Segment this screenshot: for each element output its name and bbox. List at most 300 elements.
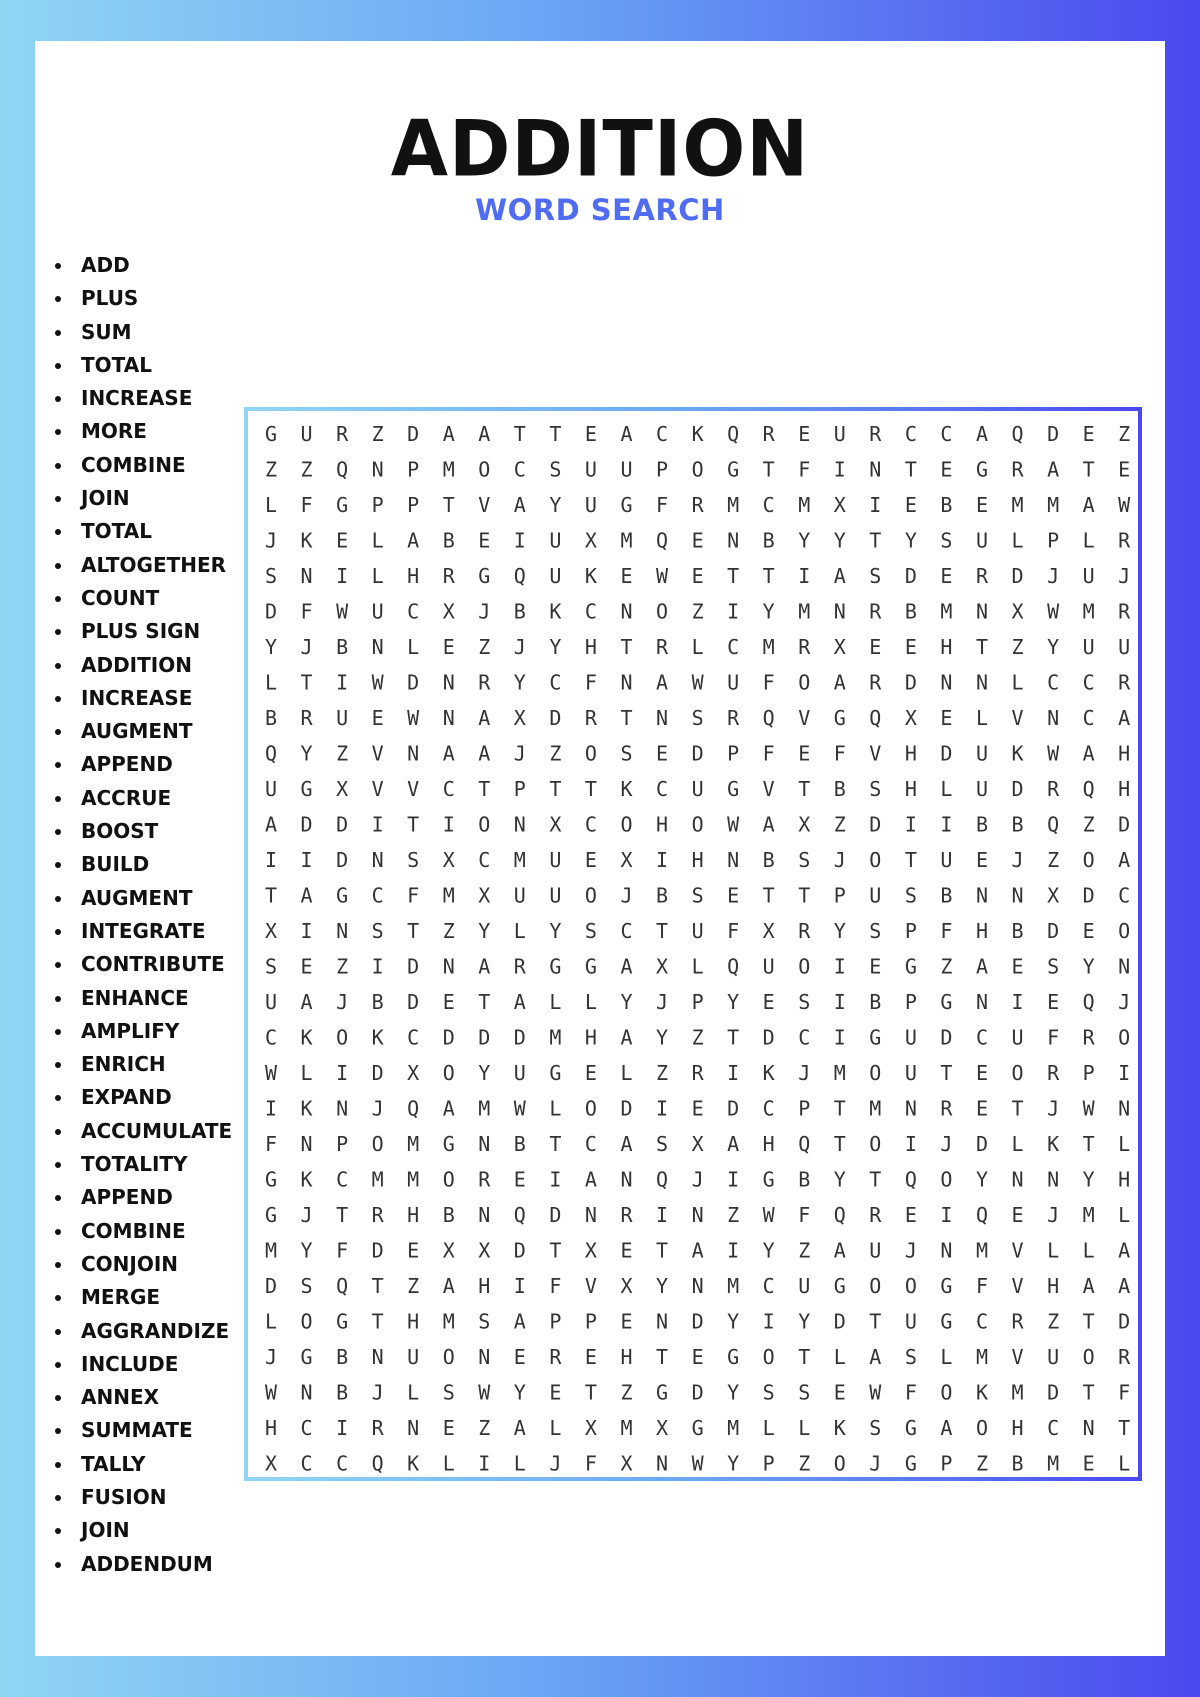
grid-letter[interactable]: E [762, 990, 775, 1014]
grid-letter[interactable]: U [549, 528, 562, 553]
grid-letter[interactable]: Z [727, 1203, 740, 1227]
grid-letter[interactable]: Z [1082, 812, 1095, 837]
grid-letter[interactable]: G [904, 1416, 917, 1440]
grid-letter[interactable]: E [584, 848, 597, 872]
grid-letter[interactable]: N [1011, 1167, 1024, 1192]
grid-letter[interactable]: Z [336, 954, 349, 979]
grid-letter[interactable]: U [549, 883, 562, 908]
grid-letter[interactable]: R [1082, 1025, 1095, 1050]
grid-letter[interactable]: A [513, 1416, 526, 1440]
grid-letter[interactable]: M [1047, 493, 1060, 517]
grid-letter[interactable]: U [300, 422, 313, 446]
grid-letter[interactable]: Q [655, 528, 669, 553]
grid-letter[interactable]: X [655, 954, 669, 979]
grid-letter[interactable]: Q [1082, 990, 1095, 1014]
grid-letter[interactable]: C [1047, 1416, 1060, 1440]
grid-letter[interactable]: E [940, 564, 953, 588]
grid-letter[interactable]: M [975, 1345, 989, 1369]
grid-letter[interactable]: Y [727, 990, 740, 1014]
grid-letter[interactable]: F [833, 741, 846, 766]
grid-letter[interactable]: K [833, 1416, 846, 1440]
grid-letter[interactable]: C [940, 422, 953, 446]
grid-letter[interactable]: X [264, 1451, 278, 1476]
grid-letter[interactable]: Y [620, 990, 633, 1014]
grid-letter[interactable]: D [300, 812, 313, 837]
grid-letter[interactable]: L [549, 1096, 562, 1121]
grid-letter[interactable]: J [904, 1238, 917, 1263]
grid-letter[interactable]: I [940, 812, 953, 837]
grid-letter[interactable]: L [300, 1061, 313, 1085]
grid-letter[interactable]: A [513, 1309, 526, 1334]
grid-letter[interactable]: T [869, 1309, 882, 1334]
grid-letter[interactable]: S [798, 990, 811, 1014]
grid-letter[interactable]: B [762, 848, 775, 872]
grid-letter[interactable]: B [442, 1203, 455, 1227]
grid-letter[interactable]: F [1047, 1025, 1060, 1050]
grid-letter[interactable]: I [300, 919, 313, 943]
grid-letter[interactable]: G [975, 457, 989, 482]
grid-letter[interactable]: D [940, 1025, 953, 1050]
grid-letter[interactable]: O [1082, 848, 1095, 872]
grid-letter[interactable]: F [549, 1274, 562, 1298]
grid-letter[interactable]: C [264, 1025, 278, 1050]
grid-letter[interactable]: T [727, 564, 740, 588]
grid-letter[interactable]: P [904, 919, 917, 943]
grid-letter[interactable]: T [655, 1238, 669, 1263]
grid-letter[interactable]: T [1082, 1380, 1095, 1405]
grid-letter[interactable]: G [869, 1025, 882, 1050]
grid-letter[interactable]: U [407, 1345, 420, 1369]
grid-letter[interactable]: J [798, 1061, 811, 1085]
grid-letter[interactable]: V [762, 777, 775, 801]
grid-letter[interactable]: E [940, 457, 953, 482]
grid-letter[interactable]: G [549, 1061, 562, 1085]
grid-letter[interactable]: O [940, 1380, 953, 1405]
grid-letter[interactable]: E [549, 1380, 562, 1405]
grid-letter[interactable]: P [727, 741, 740, 766]
grid-letter[interactable]: M [762, 635, 775, 659]
grid-letter[interactable]: E [584, 422, 597, 446]
grid-letter[interactable]: R [691, 493, 704, 517]
grid-letter[interactable]: H [762, 1132, 775, 1156]
grid-letter[interactable]: N [371, 1345, 384, 1369]
grid-letter[interactable]: I [549, 1167, 562, 1192]
grid-letter[interactable]: U [833, 422, 846, 446]
grid-letter[interactable]: D [442, 1025, 455, 1050]
grid-letter[interactable]: L [798, 1416, 811, 1440]
grid-letter[interactable]: A [655, 670, 669, 695]
grid-letter[interactable]: C [584, 1132, 597, 1156]
grid-letter[interactable]: X [442, 599, 455, 624]
grid-letter[interactable]: R [869, 1203, 882, 1227]
grid-letter[interactable]: B [513, 1132, 526, 1156]
grid-letter[interactable]: Q [1047, 812, 1060, 837]
grid-letter[interactable]: A [442, 1274, 455, 1298]
grid-letter[interactable]: L [940, 777, 953, 801]
grid-letter[interactable]: E [584, 1061, 597, 1085]
grid-letter[interactable]: H [904, 741, 917, 766]
grid-letter[interactable]: M [727, 1416, 740, 1440]
grid-letter[interactable]: F [904, 1380, 917, 1405]
grid-letter[interactable]: E [1082, 422, 1095, 446]
grid-letter[interactable]: R [798, 919, 811, 943]
grid-letter[interactable]: M [442, 883, 455, 908]
grid-letter[interactable]: I [336, 1061, 349, 1085]
grid-letter[interactable]: N [371, 848, 384, 872]
grid-letter[interactable]: G [336, 493, 349, 517]
grid-letter[interactable]: T [371, 1309, 384, 1334]
grid-letter[interactable]: H [1118, 741, 1131, 766]
grid-letter[interactable]: N [1047, 1167, 1060, 1192]
grid-letter[interactable]: C [904, 422, 917, 446]
grid-letter[interactable]: D [1011, 777, 1024, 801]
grid-letter[interactable]: I [727, 1061, 740, 1085]
grid-letter[interactable]: D [407, 990, 420, 1014]
grid-letter[interactable]: L [1011, 1132, 1024, 1156]
grid-letter[interactable]: L [691, 635, 704, 659]
grid-letter[interactable]: R [975, 564, 989, 588]
grid-letter[interactable]: I [513, 528, 526, 553]
grid-letter[interactable]: Q [798, 1132, 811, 1156]
grid-letter[interactable]: U [513, 883, 526, 908]
grid-letter[interactable]: D [727, 1096, 740, 1121]
grid-letter[interactable]: W [1118, 493, 1131, 517]
grid-letter[interactable]: B [940, 493, 953, 517]
grid-letter[interactable]: I [798, 564, 811, 588]
grid-letter[interactable]: M [940, 599, 953, 624]
grid-letter[interactable]: P [513, 777, 526, 801]
grid-letter[interactable]: R [798, 635, 811, 659]
grid-letter[interactable]: W [691, 670, 704, 695]
grid-letter[interactable]: H [975, 919, 989, 943]
grid-letter[interactable]: T [1082, 1132, 1095, 1156]
grid-letter[interactable]: X [584, 1238, 597, 1263]
grid-letter[interactable]: Z [1118, 422, 1131, 446]
grid-letter[interactable]: Q [513, 564, 526, 588]
grid-letter[interactable]: E [904, 493, 917, 517]
grid-letter[interactable]: F [975, 1274, 989, 1298]
grid-letter[interactable]: T [442, 493, 455, 517]
grid-letter[interactable]: Y [264, 635, 278, 659]
grid-letter[interactable]: Q [975, 1203, 989, 1227]
grid-letter[interactable]: N [1047, 706, 1060, 730]
grid-letter[interactable]: U [869, 1238, 882, 1263]
grid-letter[interactable]: W [1047, 599, 1060, 624]
grid-letter[interactable]: Z [655, 1061, 669, 1085]
grid-letter[interactable]: R [513, 954, 526, 979]
grid-letter[interactable]: W [478, 1380, 491, 1405]
grid-letter[interactable]: M [513, 848, 526, 872]
grid-letter[interactable]: Z [1011, 635, 1024, 659]
grid-letter[interactable]: O [1011, 1061, 1024, 1085]
grid-letter[interactable]: K [300, 1167, 313, 1192]
grid-letter[interactable]: F [584, 670, 597, 695]
grid-letter[interactable]: D [407, 670, 420, 695]
grid-letter[interactable]: T [584, 777, 597, 801]
grid-letter[interactable]: D [407, 422, 420, 446]
grid-letter[interactable]: C [442, 777, 455, 801]
grid-letter[interactable]: D [940, 741, 953, 766]
grid-letter[interactable]: S [442, 1380, 455, 1405]
grid-letter[interactable]: I [1011, 990, 1024, 1014]
grid-letter[interactable]: O [478, 457, 491, 482]
grid-letter[interactable]: N [833, 599, 846, 624]
grid-letter[interactable]: C [584, 812, 597, 837]
grid-letter[interactable]: T [407, 812, 420, 837]
grid-letter[interactable]: N [478, 1203, 491, 1227]
grid-letter[interactable]: E [407, 1238, 420, 1263]
grid-letter[interactable]: Y [833, 1167, 846, 1192]
grid-letter[interactable]: F [300, 599, 313, 624]
grid-letter[interactable]: T [904, 848, 917, 872]
grid-letter[interactable]: S [371, 919, 384, 943]
grid-letter[interactable]: H [1011, 1416, 1024, 1440]
grid-letter[interactable]: W [869, 1380, 882, 1405]
grid-letter[interactable]: I [336, 564, 349, 588]
grid-letter[interactable]: I [762, 1309, 775, 1334]
grid-letter[interactable]: F [1118, 1380, 1131, 1405]
grid-letter[interactable]: R [1011, 1309, 1024, 1334]
grid-letter[interactable]: I [833, 1025, 846, 1050]
grid-letter[interactable]: R [940, 1096, 953, 1121]
grid-letter[interactable]: V [1011, 1274, 1024, 1298]
grid-letter[interactable]: J [1118, 564, 1131, 588]
grid-letter[interactable]: E [975, 848, 989, 872]
grid-letter[interactable]: X [407, 1061, 420, 1085]
grid-letter[interactable]: L [264, 670, 278, 695]
grid-letter[interactable]: O [584, 883, 597, 908]
grid-letter[interactable]: T [549, 422, 562, 446]
grid-letter[interactable]: O [371, 1132, 384, 1156]
grid-letter[interactable]: T [762, 883, 775, 908]
grid-letter[interactable]: I [371, 954, 384, 979]
grid-letter[interactable]: Y [1082, 1167, 1095, 1192]
grid-letter[interactable]: B [869, 990, 882, 1014]
grid-letter[interactable]: B [336, 1345, 349, 1369]
grid-letter[interactable]: V [407, 777, 420, 801]
grid-letter[interactable]: J [1011, 848, 1024, 872]
grid-letter[interactable]: F [584, 1451, 597, 1476]
grid-letter[interactable]: H [904, 777, 917, 801]
grid-letter[interactable]: N [691, 1274, 704, 1298]
grid-letter[interactable]: Y [1047, 635, 1060, 659]
grid-letter[interactable]: E [1118, 457, 1131, 482]
grid-letter[interactable]: Z [798, 1451, 811, 1476]
grid-letter[interactable]: M [549, 1025, 562, 1050]
grid-letter[interactable]: Z [833, 812, 846, 837]
grid-letter[interactable]: U [762, 954, 775, 979]
grid-letter[interactable]: V [1011, 1238, 1024, 1263]
grid-letter[interactable]: C [300, 1451, 313, 1476]
grid-letter[interactable]: O [1082, 1345, 1095, 1369]
grid-letter[interactable]: N [620, 1167, 633, 1192]
grid-letter[interactable]: P [549, 1309, 562, 1334]
grid-letter[interactable]: E [336, 528, 349, 553]
grid-letter[interactable]: Z [478, 635, 491, 659]
grid-letter[interactable]: U [336, 706, 349, 730]
grid-letter[interactable]: D [762, 1025, 775, 1050]
grid-letter[interactable]: J [1047, 1203, 1060, 1227]
grid-letter[interactable]: U [584, 493, 597, 517]
grid-letter[interactable]: X [442, 848, 455, 872]
grid-letter[interactable]: A [513, 990, 526, 1014]
grid-letter[interactable]: J [478, 599, 491, 624]
grid-letter[interactable]: L [1118, 1203, 1131, 1227]
grid-letter[interactable]: H [1118, 1167, 1131, 1192]
grid-letter[interactable]: N [727, 848, 740, 872]
grid-letter[interactable]: M [1011, 493, 1024, 517]
grid-letter[interactable]: N [620, 599, 633, 624]
grid-letter[interactable]: X [549, 812, 562, 837]
grid-letter[interactable]: O [620, 812, 633, 837]
grid-letter[interactable]: U [869, 883, 882, 908]
grid-letter[interactable]: A [833, 1238, 846, 1263]
grid-letter[interactable]: Y [655, 1025, 669, 1050]
grid-letter[interactable]: A [620, 1025, 633, 1050]
grid-letter[interactable]: P [904, 990, 917, 1014]
grid-letter[interactable]: S [869, 919, 882, 943]
grid-letter[interactable]: X [833, 493, 846, 517]
grid-letter[interactable]: O [691, 812, 704, 837]
grid-letter[interactable]: Z [1047, 848, 1060, 872]
grid-letter[interactable]: G [655, 1380, 669, 1405]
grid-letter[interactable]: I [833, 990, 846, 1014]
grid-letter[interactable]: J [869, 1451, 882, 1476]
grid-letter[interactable]: J [264, 1345, 278, 1369]
grid-letter[interactable]: A [975, 422, 989, 446]
grid-letter[interactable]: T [336, 1203, 349, 1227]
grid-letter[interactable]: F [762, 741, 775, 766]
grid-letter[interactable]: X [336, 777, 349, 801]
grid-letter[interactable]: I [904, 812, 917, 837]
grid-letter[interactable]: U [1082, 635, 1095, 659]
grid-letter[interactable]: I [727, 1238, 740, 1263]
grid-letter[interactable]: G [833, 1274, 846, 1298]
grid-letter[interactable]: Z [264, 457, 278, 482]
grid-letter[interactable]: E [691, 564, 704, 588]
grid-letter[interactable]: E [442, 1416, 455, 1440]
grid-letter[interactable]: D [691, 1309, 704, 1334]
grid-letter[interactable]: R [1047, 777, 1060, 801]
grid-letter[interactable]: O [442, 1167, 455, 1192]
grid-letter[interactable]: R [1011, 457, 1024, 482]
grid-letter[interactable]: O [975, 1416, 989, 1440]
grid-letter[interactable]: G [940, 1274, 953, 1298]
grid-letter[interactable]: E [300, 954, 313, 979]
grid-letter[interactable]: Y [833, 919, 846, 943]
grid-letter[interactable]: Z [300, 457, 313, 482]
grid-letter[interactable]: K [975, 1380, 989, 1405]
grid-letter[interactable]: C [300, 1416, 313, 1440]
grid-letter[interactable]: V [1011, 1345, 1024, 1369]
grid-letter[interactable]: S [691, 706, 704, 730]
grid-letter[interactable]: S [691, 883, 704, 908]
grid-letter[interactable]: P [798, 1096, 811, 1121]
grid-letter[interactable]: G [691, 1416, 704, 1440]
grid-letter[interactable]: E [869, 635, 882, 659]
grid-letter[interactable]: G [762, 1167, 775, 1192]
grid-letter[interactable]: C [727, 635, 740, 659]
grid-letter[interactable]: D [336, 848, 349, 872]
grid-letter[interactable]: A [940, 1416, 953, 1440]
grid-letter[interactable]: O [584, 741, 597, 766]
grid-letter[interactable]: S [549, 457, 562, 482]
grid-letter[interactable]: A [1082, 493, 1095, 517]
grid-letter[interactable]: H [620, 1345, 633, 1369]
grid-letter[interactable]: Y [798, 528, 811, 553]
grid-letter[interactable]: Z [975, 1451, 989, 1476]
grid-letter[interactable]: L [762, 1416, 775, 1440]
grid-letter[interactable]: U [904, 1309, 917, 1334]
grid-letter[interactable]: Z [798, 1238, 811, 1263]
grid-letter[interactable]: Y [549, 919, 562, 943]
grid-letter[interactable]: C [371, 883, 384, 908]
grid-letter[interactable]: U [904, 1025, 917, 1050]
grid-letter[interactable]: R [336, 422, 349, 446]
grid-letter[interactable]: S [620, 741, 633, 766]
grid-letter[interactable]: E [620, 1309, 633, 1334]
grid-letter[interactable]: N [655, 1309, 669, 1334]
grid-letter[interactable]: I [336, 1416, 349, 1440]
grid-letter[interactable]: K [1047, 1132, 1060, 1156]
grid-letter[interactable]: L [691, 954, 704, 979]
grid-letter[interactable]: C [336, 1167, 349, 1192]
grid-letter[interactable]: D [620, 1096, 633, 1121]
grid-letter[interactable]: W [264, 1380, 278, 1405]
grid-letter[interactable]: Z [478, 1416, 491, 1440]
grid-letter[interactable]: R [371, 1416, 384, 1440]
grid-letter[interactable]: Z [407, 1274, 420, 1298]
grid-letter[interactable]: M [1047, 1451, 1060, 1476]
grid-letter[interactable]: I [833, 954, 846, 979]
grid-letter[interactable]: J [691, 1167, 704, 1192]
grid-letter[interactable]: B [1011, 919, 1024, 943]
grid-letter[interactable]: T [798, 777, 811, 801]
grid-letter[interactable]: J [1047, 1096, 1060, 1121]
grid-letter[interactable]: D [371, 1238, 384, 1263]
grid-letter[interactable]: I [1118, 1061, 1131, 1085]
grid-letter[interactable]: N [869, 457, 882, 482]
grid-letter[interactable]: E [904, 1203, 917, 1227]
grid-letter[interactable]: A [620, 422, 633, 446]
grid-letter[interactable]: X [513, 706, 526, 730]
grid-letter[interactable]: I [904, 1132, 917, 1156]
grid-letter[interactable]: T [1118, 1416, 1131, 1440]
grid-letter[interactable]: K [762, 1061, 775, 1085]
grid-letter[interactable]: D [336, 812, 349, 837]
grid-letter[interactable]: C [655, 422, 669, 446]
grid-letter[interactable]: O [833, 1451, 846, 1476]
grid-letter[interactable]: U [620, 457, 633, 482]
grid-letter[interactable]: G [478, 564, 491, 588]
grid-letter[interactable]: A [833, 670, 846, 695]
grid-letter[interactable]: V [798, 706, 811, 730]
grid-letter[interactable]: N [336, 1096, 349, 1121]
grid-letter[interactable]: R [1118, 599, 1131, 624]
grid-letter[interactable]: N [584, 1203, 597, 1227]
grid-letter[interactable]: S [264, 564, 278, 588]
grid-letter[interactable]: F [264, 1132, 278, 1156]
grid-letter[interactable]: T [904, 457, 917, 482]
grid-letter[interactable]: U [1118, 635, 1131, 659]
grid-letter[interactable]: I [371, 812, 384, 837]
grid-letter[interactable]: W [727, 812, 740, 837]
grid-letter[interactable]: R [869, 670, 882, 695]
grid-letter[interactable]: Y [513, 670, 526, 695]
grid-letter[interactable]: G [620, 493, 633, 517]
grid-letter[interactable]: L [407, 635, 420, 659]
grid-letter[interactable]: E [940, 706, 953, 730]
